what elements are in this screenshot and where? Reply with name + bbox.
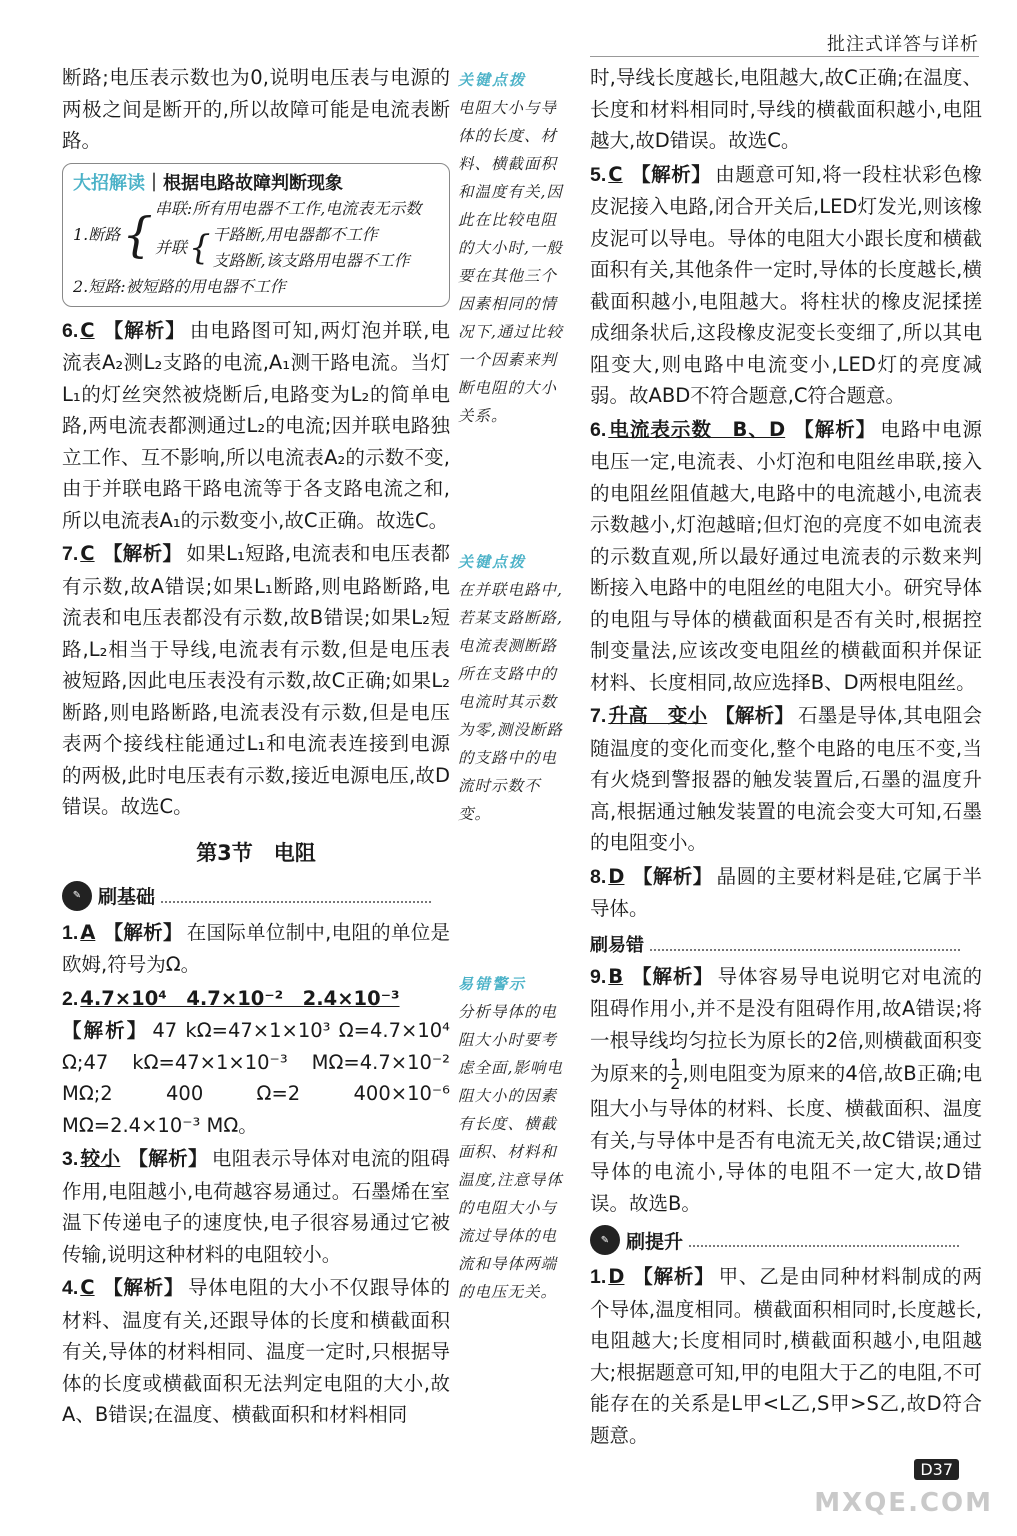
basic-answer-3: 3. 较小 【解析】 电阻表示导体对电流的阻碍作用,电阻越小,电荷越容易通过。石墨烯在室温下传递电子的速度快,电子很容易通过它被传输,说明这种材料的电阻较小。 bbox=[62, 1147, 450, 1266]
pencil-badge-icon: ✎ bbox=[590, 1225, 620, 1255]
tip-box bbox=[62, 163, 450, 307]
margin-note-3-title: 易错警示 bbox=[458, 975, 527, 993]
margin-note-3 bbox=[458, 970, 566, 1306]
tip-line4: 2.短路:被短路的用电器不工作 bbox=[73, 276, 286, 296]
margin-note-2-text: 在并联电路中,若某支路断路,电流表测断路所在支路中的电流时其示数为零,测没断路的支路中的电流时示数不变。 bbox=[458, 581, 563, 823]
margin-note-1 bbox=[458, 66, 566, 430]
tip-box-open-group: 1.断路 { 串联:所有用电器不工作,电流表无示数 并联 { 干路断,用电器都不工作 支路断,该支路用电器不工作 bbox=[73, 196, 439, 274]
right-intro: 时,导线长度越长,电阻越大,故C正确;在温度、长度和材料相同时,导线的横截面积越小,电阻越大,故D错误。故选C。 bbox=[590, 66, 982, 152]
tip-box-title-black: 根据电路故障判断现象 bbox=[163, 172, 343, 193]
right-column bbox=[590, 62, 982, 1453]
answer-7: 7. C 【解析】 如果L₁短路,电流表和电压表都有示数,故A错误;如果L₁断路,则电路断路,电流表和电压表都没有示数,故B错误;如果L₂短路,L₂相当于导线,电流表有示数,但是电压表被短路,因此电压表没有示数,故C正确;如果L₂断路,则电路断路,电流表没有示数,但是电压表两个接线柱能通过L₁和电流表连接到电源的两极,此时电压表有示数,接近电源电压,故D错误。故选C。 bbox=[62, 542, 450, 818]
pencil-badge-icon: ✎ bbox=[62, 881, 92, 911]
tip-line1: 串联:所有用电器不工作,电流表无示数 bbox=[154, 198, 422, 218]
answer-6: 6. C 【解析】 由电路图可知,两灯泡并联,电流表A₂测L₂支路的电流,A₁测干路电流。当灯L₁的灯丝突然被烧断后,电路变为L₂的简单电路,两电流表都测通过L₂的电流;因并联电路独立工作、互不影响,所以电流表A₂的示数不变,由于并联电路干路电流等于各支路电流之和,所以电流表A₁的示数变小,故C正确。故选C。 bbox=[62, 318, 450, 532]
section-pill-basic: ✎ 刷基础 bbox=[62, 881, 431, 911]
basic-answer-4: 4. C 【解析】 导体电阻的大小不仅跟导体的材料、温度有关,还跟导体的长度和横截面积有关,导体的材料相同、温度一定时,只根据导体的长度或横截面积无法判定电阻的大小,故A、B错误;在温度、横截面积和材料相同 bbox=[62, 1276, 450, 1426]
page-header: 批注式详答与详析 bbox=[827, 34, 979, 55]
left-column bbox=[62, 62, 450, 1433]
margin-note-1-text: 电阻大小与导体的长度、材料、横截面积和温度有关,因此在比较电阻的大小时,一般要在其他三个因素相同的情况下,通过比较一个因素来判断电阻的大小关系。 bbox=[458, 99, 563, 425]
basic-answer-7: 7. 升高 变小 【解析】 石墨是导体,其电阻会随温度的变化而变化,整个电路的电压不变,当有火烧到警报器的触发装置后,石墨的温度升高,根据通过触发装置的电流会变大可知,石墨的电阻变小。 bbox=[590, 704, 982, 854]
left-intro: 断路;电压表示数也为0,说明电压表与电源的两极之间是断开的,所以故障可能是电流表断路。 bbox=[62, 66, 450, 152]
tip-box-title-blue: 大招解读 bbox=[73, 172, 145, 193]
section-title: 第3节 电阻 bbox=[196, 840, 316, 865]
basic-answer-2: 2. 4.7×10⁴ 4.7×10⁻² 2.4×10⁻³ 【解析】 47 kΩ=47×1×10³ Ω=4.7×10⁴ Ω;47 kΩ=47×1×10⁻³ MΩ=4.7×10⁻² MΩ;2 400 Ω=2 400×10⁻⁶ MΩ=2.4×10⁻³ MΩ。 bbox=[62, 986, 450, 1137]
basic-answer-5: 5. C 【解析】 由题意可知,将一段柱状彩色橡皮泥接入电路,闭合开关后,LED灯发光,则该橡皮泥可以导电。导体的电阻大小跟长度和横截面积有关,其他条件一定时,导体的长度越长,横截面积越小,电阻越大。将柱状的橡皮泥揉搓成细条状后,这段橡皮泥变长变细了,所以其电阻变大,则电路中电流变小,LED灯的亮度减弱。故ABD不符合题意,C符合题意。 bbox=[590, 162, 982, 407]
margin-note-1-title: 关键点拨 bbox=[458, 71, 527, 89]
margin-note-3-text: 分析导体的电阻大小时要考虑全面,影响电阻大小的因素有长度、横截面积、材料和温度,注意导体的电阻大小与流过导体的电流和导体两端的电压无关。 bbox=[458, 1003, 563, 1301]
tip-parallel-label: 并联 bbox=[154, 237, 187, 257]
page-number: D37 bbox=[914, 1459, 959, 1480]
tip-box-title: 大招解读｜根据电路故障判断现象 bbox=[73, 172, 343, 193]
mistake-answer-9: 9. B 【解析】 导体容易导电说明它对电流的阻碍作用小,并不是没有阻碍作用,故A错误;将一根导线均匀拉长为原长的2倍,则横截面积变为原来的 $\frac{1}{2}$ ,则电阻变为原来的4倍,故B正确;电阻大小与导体的材料、长度、横截面积、温度有关,与导体中是否有电流无关,故C错误;通过导体的电流小,导体的电阻不一定大,故D错误。故选B。 bbox=[590, 964, 982, 1215]
section-heading-easy-mistakes: 刷易错 bbox=[590, 931, 982, 957]
margin-note-2-title: 关键点拨 bbox=[458, 553, 527, 571]
basic-answer-6: 6. 电流表示数 B、D 【解析】 电路中电源电压一定,电流表、小灯泡和电阻丝串联,接入的电阻丝阻值越大,电路中的电流越小,电流表示数越小,灯泡越暗;但灯泡的亮度不如电流表的示数直观,所以最好通过电流表的示数来判断接入电路中的电阻丝的电阻大小。研究导体的电阻与导体的横截面积是否有关时,根据控制变量法,应该改变电阻丝的横截面积并保证材料、长度相同,故应选择B、D两根电阻丝。 bbox=[590, 417, 982, 694]
basic-answer-1: 1. A 【解析】 在国际单位制中,电阻的单位是欧姆,符号为Ω。 bbox=[62, 920, 450, 976]
tip-open-label: 1.断路 bbox=[73, 224, 121, 244]
fraction: $\frac{1}{2}$ bbox=[670, 1055, 681, 1093]
basic-answer-8: 8. D 【解析】 晶圆的主要材料是硅,它属于半导体。 bbox=[590, 864, 982, 920]
tip-line2: 干路断,用电器都不工作 bbox=[212, 224, 378, 244]
section-pill-improve: ✎ 刷提升 bbox=[590, 1225, 959, 1255]
header-rule bbox=[590, 56, 979, 57]
margin-note-2 bbox=[458, 548, 566, 828]
watermark: MXQE.COM bbox=[814, 1488, 993, 1518]
tip-line3: 支路断,该支路用电器不工作 bbox=[212, 250, 410, 270]
improve-answer-1: 1. D 【解析】 甲、乙是由同种材料制成的两个导体,温度相同。横截面积相同时,长度越长,电阻越大;长度相同时,横截面积越小,电阻越大;根据题意可知,甲的电阻大于乙的电阻,不可能存在的关系是L甲<L乙,S甲>S乙,故D符合题意。 bbox=[590, 1265, 982, 1447]
